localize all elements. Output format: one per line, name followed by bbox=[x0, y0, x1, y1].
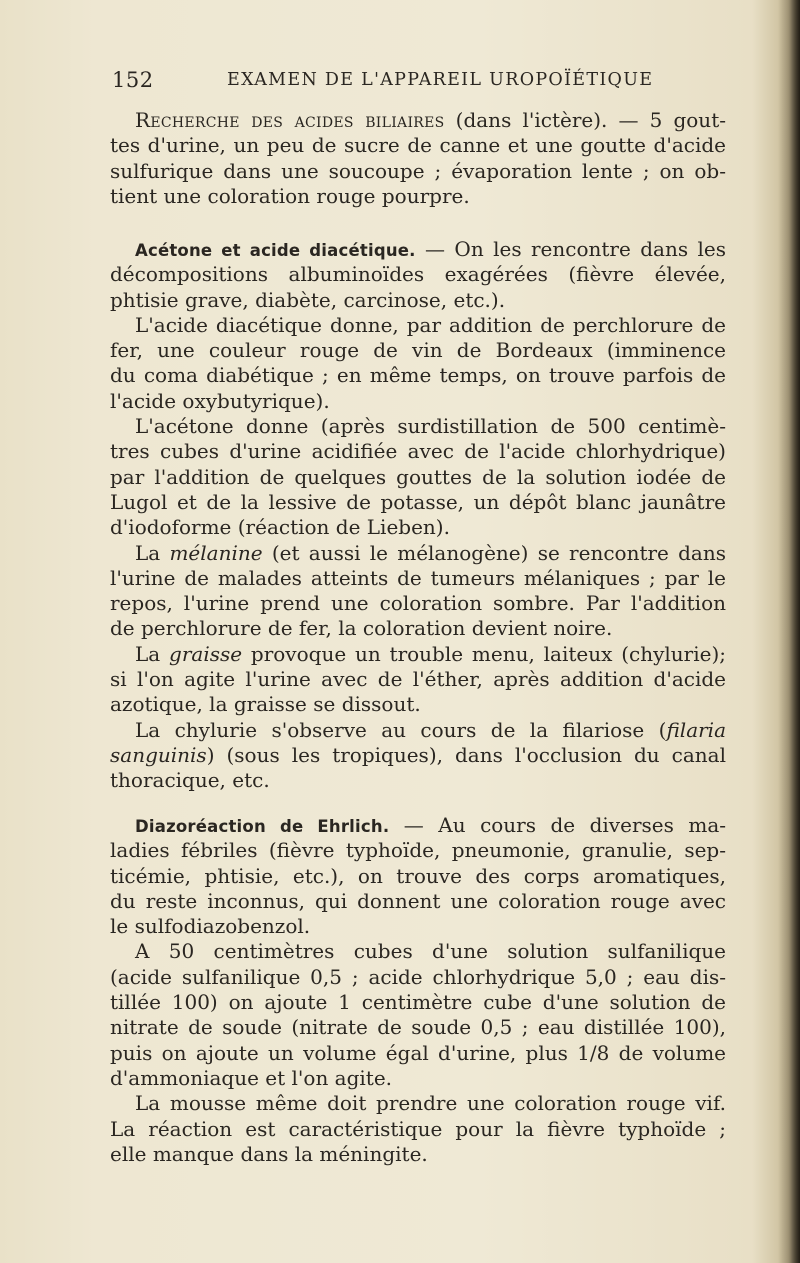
section-heading: Diazoréaction de Ehrlich. bbox=[135, 817, 390, 836]
italic-term: filaria bbox=[666, 717, 726, 742]
paragraph-line: sanguinis) (sous les tropiques), dans l'occlusion du canal bbox=[110, 742, 726, 767]
paragraph-line: A 50 centimètres cubes d'une solution sulfanilique bbox=[135, 939, 726, 964]
paragraph-line: nitrate de soude (nitrate de soude 0,5 ; eau distillée 100), bbox=[110, 1015, 726, 1040]
paragraph-line: tient une coloration rouge pourpre. bbox=[110, 183, 470, 208]
paragraph-line: La graisse provoque un trouble menu, laiteux (chylurie); bbox=[135, 641, 726, 666]
paragraph-line: La mousse même doit prendre une coloration rouge vif. bbox=[135, 1091, 726, 1116]
paragraph-line: puis on ajoute un volume égal d'urine, plus 1/8 de volume bbox=[110, 1040, 726, 1065]
paragraph-line: Acétone et acide diacétique. — On les rencontre dans les bbox=[135, 237, 726, 261]
paragraph-line: de perchlorure de fer, la coloration devient noire. bbox=[110, 616, 613, 641]
section-acetone bbox=[110, 237, 726, 794]
paragraph-line: le sulfodiazobenzol. bbox=[110, 914, 311, 939]
section-heading: Recherche des acides biliaires bbox=[135, 108, 445, 132]
paragraph-line: tillée 100) on ajoute 1 centimètre cube d'une solution de bbox=[110, 990, 726, 1015]
paragraph-line: La mélanine (et aussi le mélanogène) se rencontre dans bbox=[135, 540, 726, 565]
page-edge-shadow bbox=[778, 0, 800, 1263]
paragraph-line: thoracique, etc. bbox=[110, 768, 270, 793]
paragraph-line: du coma diabétique ; en même temps, on trouve parfois de bbox=[110, 363, 726, 388]
paragraph-line: l'urine de malades atteints de tumeurs mélaniques ; par le bbox=[110, 565, 726, 590]
paragraph-line: La réaction est caractéristique pour la fièvre typhoïde ; bbox=[110, 1116, 726, 1141]
paragraph-line: elle manque dans la méningite. bbox=[110, 1141, 428, 1166]
paragraph-line: repos, l'urine prend une coloration sombre. Par l'addition bbox=[110, 591, 726, 616]
italic-term: graisse bbox=[169, 641, 243, 666]
section-heading: Acétone et acide diacétique. bbox=[135, 241, 416, 260]
page-header bbox=[112, 68, 728, 98]
paragraph-line: du reste inconnus, qui donnent une coloration rouge avec bbox=[110, 888, 726, 913]
paragraph-line: tres cubes d'urine acidifiée avec de l'acide chlorhydrique) bbox=[110, 439, 726, 464]
paragraph-line: Lugol et de la lessive de potasse, un dépôt blanc jaunâtre bbox=[110, 489, 726, 514]
paragraph-line: l'acide oxybutyrique). bbox=[110, 388, 330, 413]
paragraph-line: azotique, la graisse se dissout. bbox=[110, 692, 421, 717]
section-bile-acids bbox=[110, 108, 726, 209]
paragraph-line: Diazoréaction de Ehrlich. — Au cours de diverses ma- bbox=[135, 813, 726, 837]
paragraph-line: La chylurie s'observe au cours de la filariose (filaria bbox=[135, 717, 726, 742]
paragraph-line: ticémie, phtisie, etc.), on trouve des corps aromatiques, bbox=[110, 863, 726, 888]
paragraph-line: Recherche des acides biliaires (dans l'ictère). — 5 gout- bbox=[135, 108, 726, 132]
paragraph-line: ladies fébriles (fièvre typhoïde, pneumonie, granulie, sep- bbox=[110, 838, 726, 863]
section-diazoreaction bbox=[110, 813, 726, 1167]
italic-term: mélanine bbox=[169, 540, 263, 565]
paragraph-line: par l'addition de quelques gouttes de la solution iodée de bbox=[110, 464, 726, 489]
paragraph-line: d'ammoniaque et l'on agite. bbox=[110, 1065, 393, 1090]
running-title: EXAMEN DE L'APPAREIL UROPOÏÉTIQUE bbox=[227, 70, 654, 90]
paragraph-line: (acide sulfanilique 0,5 ; acide chlorhydrique 5,0 ; eau dis- bbox=[110, 964, 726, 989]
paragraph-line: fer, une couleur rouge de vin de Bordeaux (imminence bbox=[110, 338, 726, 363]
paragraph-line: si l'on agite l'urine avec de l'éther, après addition d'acide bbox=[110, 667, 726, 692]
paragraph-line: phtisie grave, diabète, carcinose, etc.). bbox=[110, 287, 506, 312]
paragraph-line: d'iodoforme (réaction de Lieben). bbox=[110, 515, 450, 540]
paragraph-line: L'acide diacétique donne, par addition de perchlorure de bbox=[135, 312, 726, 337]
italic-term: sanguinis bbox=[110, 742, 207, 767]
paragraph-line: décompositions albuminoïdes exagérées (fièvre élevée, bbox=[110, 262, 726, 287]
paragraph-line: tes d'urine, un peu de sucre de canne et une goutte d'acide bbox=[110, 133, 726, 158]
paragraph-line: sulfurique dans une soucoupe ; évaporation lente ; on ob- bbox=[110, 158, 726, 183]
paragraph-line: L'acétone donne (après surdistillation de 500 centimè- bbox=[135, 414, 726, 439]
page-number: 152 bbox=[112, 68, 154, 92]
